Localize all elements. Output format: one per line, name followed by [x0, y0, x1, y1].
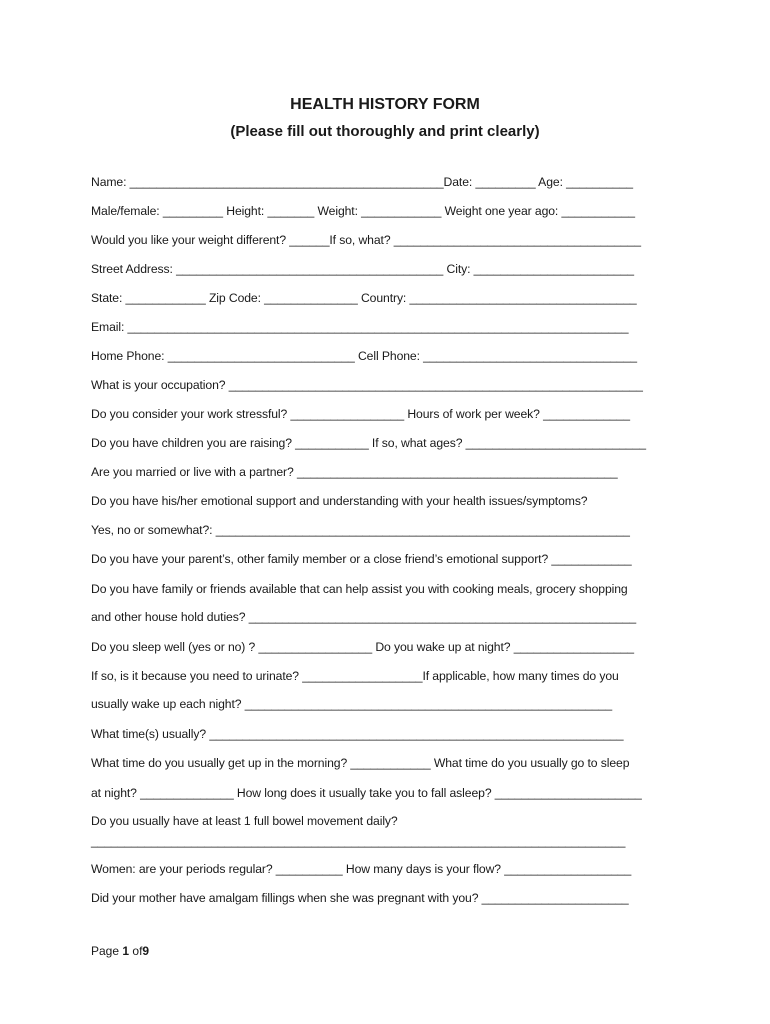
field-periods[interactable]: Women: are your periods regular? __________ How many days is your flow? ___________________ — [91, 862, 632, 876]
field-state-zip-country[interactable]: State: ____________ Zip Code: ______________ Country: __________________________________ — [91, 291, 637, 305]
field-married-partner[interactable]: Are you married or live with a partner? ________________________________________________ — [91, 465, 618, 479]
field-phones[interactable]: Home Phone: ____________________________ Cell Phone: ________________________________ — [91, 349, 637, 363]
question-emotional-support: Do you have his/her emotional support and understanding with your health issues/symptoms? — [91, 494, 588, 508]
field-children[interactable]: Do you have children you are raising? ___________ If so, what ages? ___________________________ — [91, 436, 646, 450]
page-indicator — [91, 944, 149, 958]
field-sleep-wake[interactable]: Do you sleep well (yes or no) ? _________________ Do you wake up at night? __________________ — [91, 640, 634, 654]
field-email[interactable]: Email: ___________________________________________________________________________ — [91, 320, 629, 334]
question-household-help: Do you have family or friends available that can help assist you with cooking meals, grocery shopping — [91, 582, 628, 596]
field-wake-time-usual[interactable]: What time(s) usually? ______________________________________________________________ — [91, 727, 624, 741]
field-urinate[interactable]: If so, is it because you need to urinate? __________________If applicable, how many times do you — [91, 669, 619, 683]
form-title: HEALTH HISTORY FORM — [290, 96, 480, 113]
field-weight-different[interactable]: Would you like your weight different? ______If so, what? _____________________________________ — [91, 233, 641, 247]
field-bedtime-fall-asleep[interactable]: at night? ______________ How long does it usually take you to fall asleep? ______________________ — [91, 786, 642, 800]
field-support-answer[interactable]: Yes, no or somewhat?: ______________________________________________________________ — [91, 523, 630, 537]
field-household-help[interactable]: and other house hold duties? __________________________________________________________ — [91, 610, 637, 624]
page-of-label: of — [132, 944, 143, 958]
field-family-support[interactable]: Do you have your parent’s, other family member or a close friend’s emotional support? ____________ — [91, 552, 632, 566]
page-label: Page — [91, 944, 120, 958]
field-get-up-time[interactable]: What time do you usually get up in the morning? ____________ What time do you usually go to sleep — [91, 756, 630, 770]
field-bowel-movement[interactable]: ________________________________________________________________________________ — [91, 834, 626, 848]
field-wake-times[interactable]: usually wake up each night? _______________________________________________________ — [91, 697, 613, 711]
question-bowel-movement: Do you usually have at least 1 full bowel movement daily? — [91, 814, 398, 828]
field-amalgam-fillings[interactable]: Did your mother have amalgam fillings when she was pregnant with you? ______________________ — [91, 891, 629, 905]
field-name-date-age[interactable]: Name: _______________________________________________Date: _________ Age: __________ — [91, 175, 633, 189]
page-total: 9 — [142, 944, 150, 958]
form-subtitle: (Please fill out thoroughly and print clearly) — [230, 123, 540, 140]
page-current: 1 — [122, 944, 130, 958]
field-occupation[interactable]: What is your occupation? ______________________________________________________________ — [91, 378, 643, 392]
field-sex-height-weight[interactable]: Male/female: _________ Height: _______ Weight: ____________ Weight one year ago: ___________ — [91, 204, 635, 218]
field-street-city[interactable]: Street Address: ________________________________________ City: ________________________ — [91, 262, 634, 276]
field-work-stress-hours[interactable]: Do you consider your work stressful? _________________ Hours of work per week? _____________ — [91, 407, 630, 421]
